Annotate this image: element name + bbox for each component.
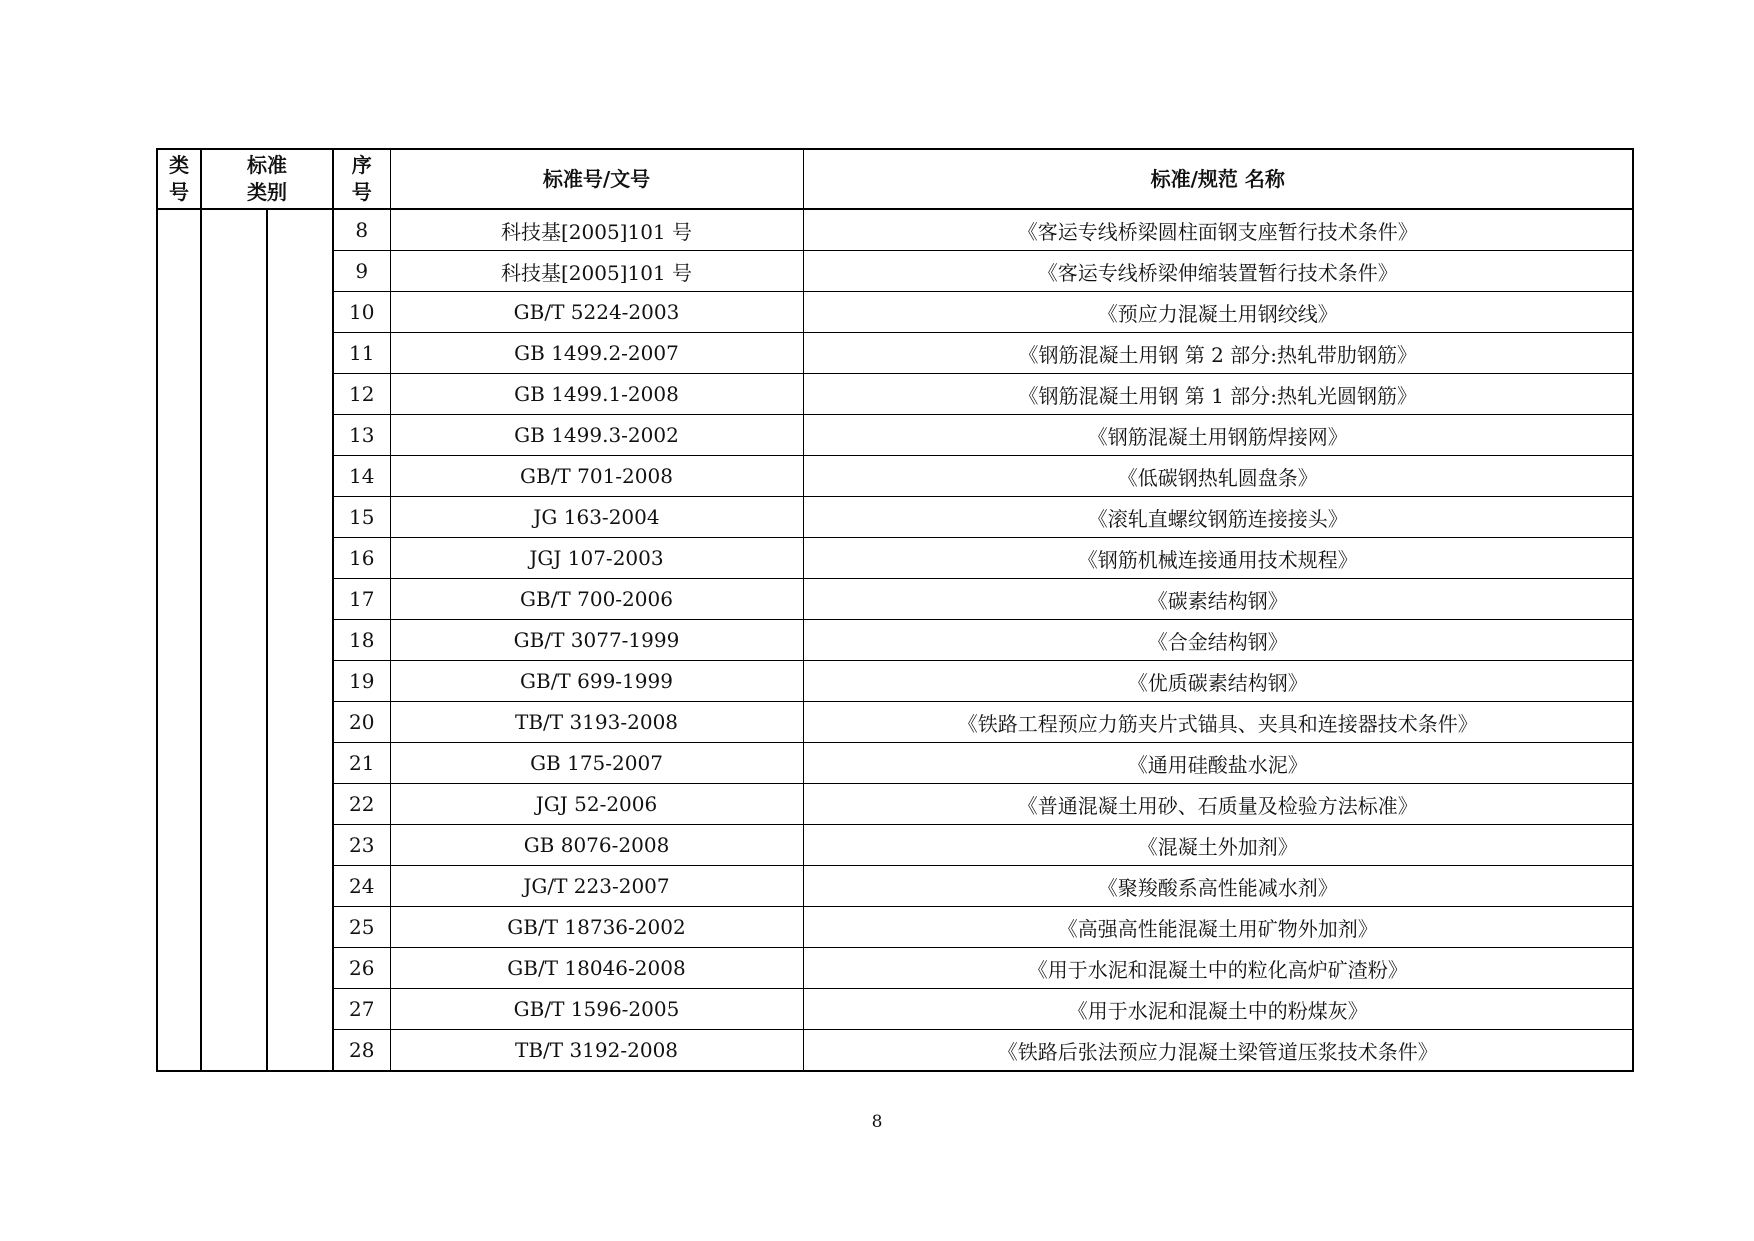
code-cell: GB/T 1596-2005 bbox=[390, 989, 803, 1030]
name-cell: 《铁路后张法预应力混凝土梁管道压浆技术条件》 bbox=[803, 1030, 1633, 1072]
name-cell: 《钢筋混凝土用钢 第 2 部分:热轧带肋钢筋》 bbox=[803, 333, 1633, 374]
table-row bbox=[157, 989, 1633, 1030]
table-row bbox=[157, 374, 1633, 415]
header-standard-type: 标准类别 bbox=[201, 149, 333, 209]
code-cell: JG/T 223-2007 bbox=[390, 866, 803, 907]
name-cell: 《聚羧酸系高性能减水剂》 bbox=[803, 866, 1633, 907]
code-cell: JGJ 52-2006 bbox=[390, 784, 803, 825]
seq-cell: 20 bbox=[333, 702, 390, 743]
header-seq-no: 序号 bbox=[333, 149, 390, 209]
seq-cell: 15 bbox=[333, 497, 390, 538]
table-row bbox=[157, 948, 1633, 989]
standards-table bbox=[156, 148, 1634, 1072]
name-cell: 《客运专线桥梁圆柱面钢支座暂行技术条件》 bbox=[803, 209, 1633, 251]
table-row bbox=[157, 456, 1633, 497]
code-cell: GB 1499.3-2002 bbox=[390, 415, 803, 456]
code-cell: GB 1499.1-2008 bbox=[390, 374, 803, 415]
seq-cell: 16 bbox=[333, 538, 390, 579]
seq-cell: 8 bbox=[333, 209, 390, 251]
table-row bbox=[157, 251, 1633, 292]
seq-cell: 28 bbox=[333, 1030, 390, 1072]
name-cell: 《预应力混凝土用钢绞线》 bbox=[803, 292, 1633, 333]
table-row bbox=[157, 661, 1633, 702]
name-cell: 《碳素结构钢》 bbox=[803, 579, 1633, 620]
table-row bbox=[157, 292, 1633, 333]
name-cell: 《低碳钢热轧圆盘条》 bbox=[803, 456, 1633, 497]
table-row bbox=[157, 825, 1633, 866]
seq-cell: 13 bbox=[333, 415, 390, 456]
seq-cell: 17 bbox=[333, 579, 390, 620]
header-standard-name: 标准/规范 名称 bbox=[803, 149, 1633, 209]
table-header bbox=[157, 149, 1633, 209]
table-row bbox=[157, 209, 1633, 251]
name-cell: 《客运专线桥梁伸缩装置暂行技术条件》 bbox=[803, 251, 1633, 292]
table-row bbox=[157, 415, 1633, 456]
seq-cell: 19 bbox=[333, 661, 390, 702]
seq-cell: 22 bbox=[333, 784, 390, 825]
category-no-cell bbox=[157, 209, 201, 1071]
standard-type-inner-cell bbox=[267, 209, 333, 1071]
name-cell: 《铁路工程预应力筋夹片式锚具、夹具和连接器技术条件》 bbox=[803, 702, 1633, 743]
code-cell: GB/T 18046-2008 bbox=[390, 948, 803, 989]
seq-cell: 23 bbox=[333, 825, 390, 866]
code-cell: GB/T 5224-2003 bbox=[390, 292, 803, 333]
table-row bbox=[157, 1030, 1633, 1072]
name-cell: 《通用硅酸盐水泥》 bbox=[803, 743, 1633, 784]
table-row bbox=[157, 866, 1633, 907]
seq-cell: 11 bbox=[333, 333, 390, 374]
table-row bbox=[157, 907, 1633, 948]
name-cell: 《普通混凝土用砂、石质量及检验方法标准》 bbox=[803, 784, 1633, 825]
code-cell: GB 1499.2-2007 bbox=[390, 333, 803, 374]
standard-type-outer-cell bbox=[201, 209, 267, 1071]
seq-cell: 21 bbox=[333, 743, 390, 784]
seq-cell: 24 bbox=[333, 866, 390, 907]
code-cell: GB/T 18736-2002 bbox=[390, 907, 803, 948]
page-number: 8 bbox=[871, 1112, 883, 1132]
code-cell: GB/T 701-2008 bbox=[390, 456, 803, 497]
seq-cell: 12 bbox=[333, 374, 390, 415]
table-row bbox=[157, 784, 1633, 825]
name-cell: 《滚轧直螺纹钢筋连接接头》 bbox=[803, 497, 1633, 538]
name-cell: 《优质碳素结构钢》 bbox=[803, 661, 1633, 702]
code-cell: TB/T 3193-2008 bbox=[390, 702, 803, 743]
code-cell: 科技基[2005]101 号 bbox=[390, 209, 803, 251]
seq-cell: 9 bbox=[333, 251, 390, 292]
table-row bbox=[157, 743, 1633, 784]
table-row bbox=[157, 702, 1633, 743]
code-cell: GB/T 3077-1999 bbox=[390, 620, 803, 661]
code-cell: JGJ 107-2003 bbox=[390, 538, 803, 579]
seq-cell: 25 bbox=[333, 907, 390, 948]
code-cell: GB/T 700-2006 bbox=[390, 579, 803, 620]
code-cell: GB/T 699-1999 bbox=[390, 661, 803, 702]
name-cell: 《钢筋混凝土用钢 第 1 部分:热轧光圆钢筋》 bbox=[803, 374, 1633, 415]
name-cell: 《钢筋混凝土用钢筋焊接网》 bbox=[803, 415, 1633, 456]
code-cell: TB/T 3192-2008 bbox=[390, 1030, 803, 1072]
seq-cell: 14 bbox=[333, 456, 390, 497]
name-cell: 《混凝土外加剂》 bbox=[803, 825, 1633, 866]
code-cell: JG 163-2004 bbox=[390, 497, 803, 538]
table-body bbox=[157, 209, 1633, 1071]
name-cell: 《合金结构钢》 bbox=[803, 620, 1633, 661]
name-cell: 《高强高性能混凝土用矿物外加剂》 bbox=[803, 907, 1633, 948]
code-cell: 科技基[2005]101 号 bbox=[390, 251, 803, 292]
seq-cell: 27 bbox=[333, 989, 390, 1030]
name-cell: 《用于水泥和混凝土中的粒化高炉矿渣粉》 bbox=[803, 948, 1633, 989]
name-cell: 《用于水泥和混凝土中的粉煤灰》 bbox=[803, 989, 1633, 1030]
header-standard-code: 标准号/文号 bbox=[390, 149, 803, 209]
name-cell: 《钢筋机械连接通用技术规程》 bbox=[803, 538, 1633, 579]
code-cell: GB 175-2007 bbox=[390, 743, 803, 784]
table-row bbox=[157, 333, 1633, 374]
table-row bbox=[157, 579, 1633, 620]
seq-cell: 10 bbox=[333, 292, 390, 333]
table-row bbox=[157, 620, 1633, 661]
seq-cell: 18 bbox=[333, 620, 390, 661]
seq-cell: 26 bbox=[333, 948, 390, 989]
header-category-no: 类号 bbox=[157, 149, 201, 209]
table-row bbox=[157, 497, 1633, 538]
table-row bbox=[157, 538, 1633, 579]
code-cell: GB 8076-2008 bbox=[390, 825, 803, 866]
